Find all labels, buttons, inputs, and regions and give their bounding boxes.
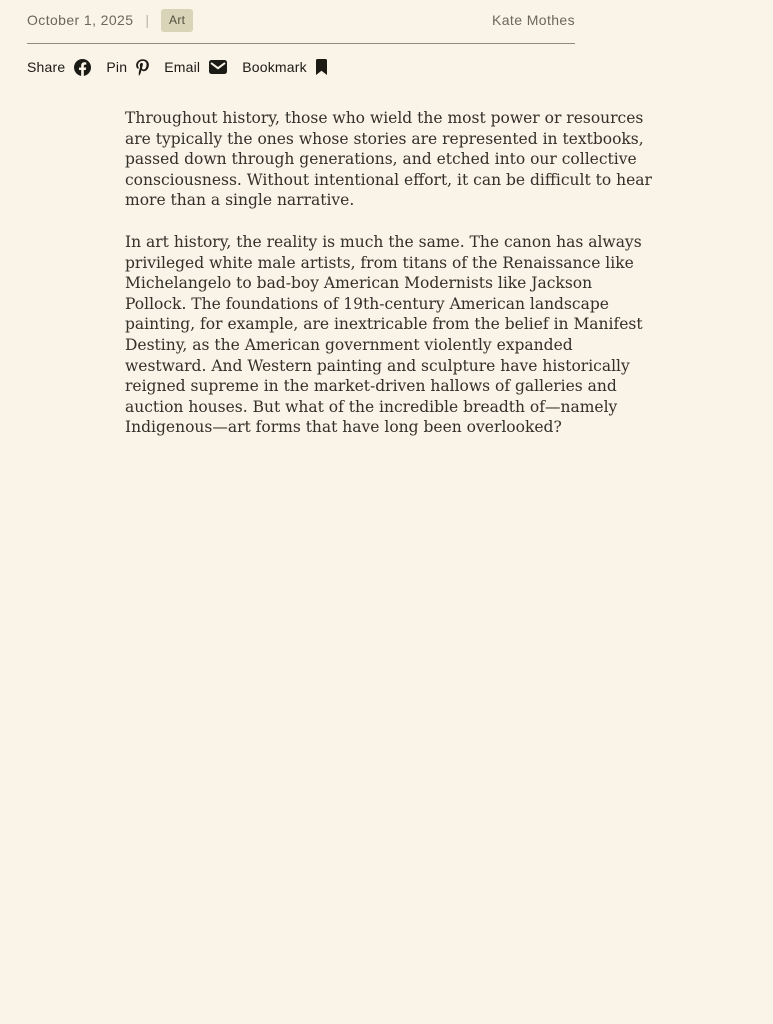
pin-label: Pin (106, 59, 128, 75)
share-email-button[interactable] (164, 59, 227, 75)
article-page (0, 8, 773, 1024)
bookmark-icon (316, 59, 327, 75)
post-meta-left (27, 9, 193, 32)
article-paragraph: Throughout history, those who wield the most power or resources are typically the ones whose stories are represented in textbooks, passed down through generations, and etched into our collective consciousness. Without intentional effort, it can be difficult to hear more than a single narrative. (125, 109, 652, 210)
author-byline[interactable]: Kate Mothes (492, 12, 575, 28)
email-label: Email (164, 59, 201, 75)
share-label: Share (27, 59, 66, 75)
facebook-icon (74, 59, 91, 76)
meta-separator: | (145, 12, 150, 28)
article-paragraph: In art history, the reality is much the same. The canon has always privileged white male artists, from titans of the Renaissance like Michelangelo to bad-boy American Modernists like Jackson Pollock. The foundations of 19th-century American landscape painting, for example, are inextricable from the belief in Manifest Destiny, as the American government violently expanded westward. And Western painting and sculpture have historically reigned supreme in the market-driven hallows of galleries and auction houses. But what of the incredible breadth of—namely Indigenous—art forms that have long been overlooked? (125, 232, 643, 437)
post-meta-row (27, 8, 575, 32)
email-icon (209, 60, 227, 74)
share-bookmark-button[interactable] (242, 59, 327, 75)
header-divider (27, 43, 575, 44)
article-body (125, 108, 652, 438)
post-date: October 1, 2025 (27, 12, 134, 28)
pinterest-icon (136, 59, 149, 76)
category-tag-art[interactable]: Art (161, 9, 193, 32)
share-pinterest-button[interactable] (106, 59, 149, 76)
share-facebook-button[interactable] (27, 59, 91, 76)
share-bar (27, 57, 773, 77)
bookmark-label: Bookmark (242, 59, 307, 75)
